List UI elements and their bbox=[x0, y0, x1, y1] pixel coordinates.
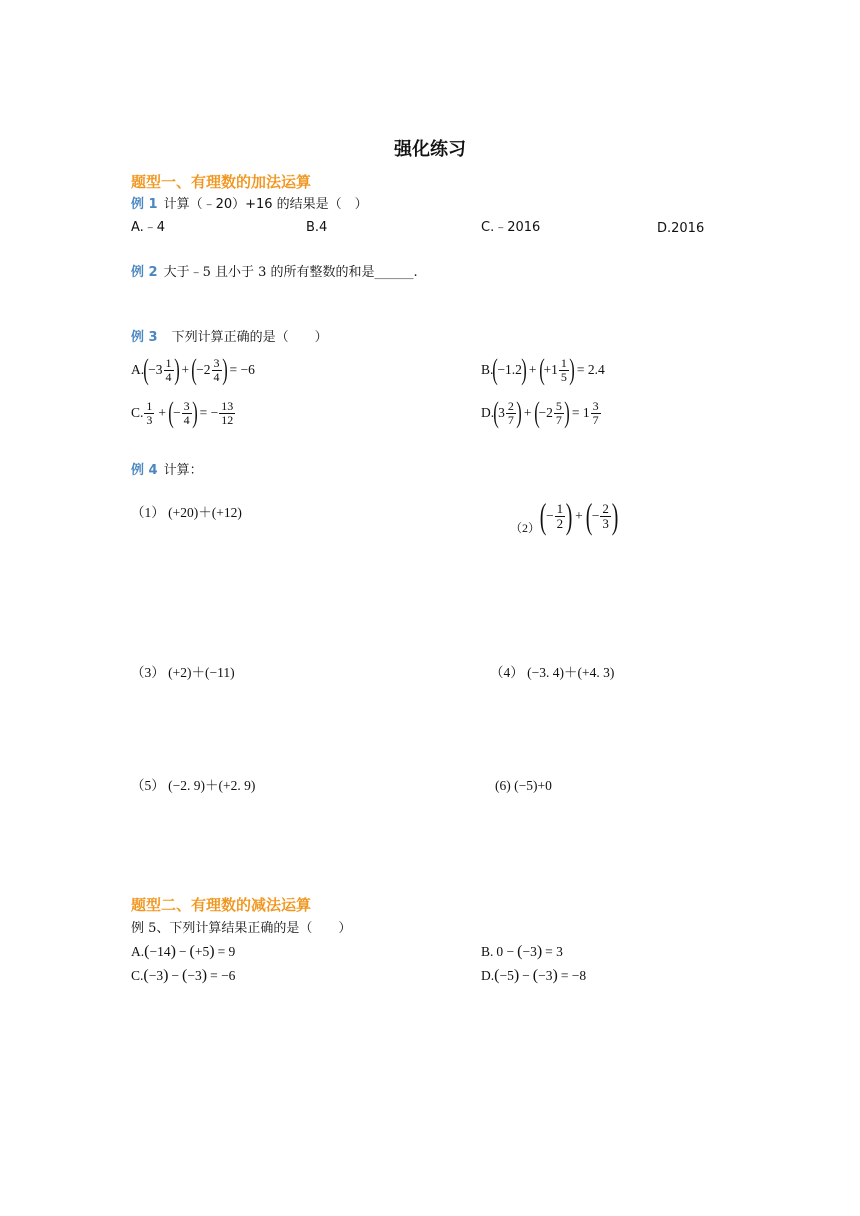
example-question: 大于﹣5 且小于 3 的所有整数的和是______. bbox=[163, 265, 418, 280]
example-5: 例 5、下列计算结果正确的是（ ） bbox=[131, 921, 352, 936]
ex4-part-5: （5） (−2. 9)＋(+2. 9) bbox=[131, 778, 256, 793]
ex5-option-c: C. ( −3 ) − ( −3 ) = −6 bbox=[131, 967, 236, 984]
ex3-option-c: C. $\frac{1}{3}$ + ( − $\frac{3}{4}$ ) = − $\frac{13}{12}$ bbox=[131, 396, 234, 429]
section-heading-subtraction: 题型二、有理数的减法运算 bbox=[131, 896, 312, 914]
example-question: 计算： bbox=[163, 463, 203, 478]
ex4-part-3: （3） (+2)＋(−11) bbox=[131, 665, 235, 680]
example-label: 例 4 bbox=[131, 463, 158, 478]
ex4-part-1: （1） (+20)＋(+12) bbox=[131, 505, 242, 520]
example-4 bbox=[131, 464, 203, 477]
example-question: 下列计算正确的是（ ） bbox=[171, 330, 328, 345]
option-b: B.4 bbox=[306, 220, 328, 235]
example-3 bbox=[131, 331, 328, 344]
example-label: 例 3 bbox=[131, 330, 158, 345]
example-2 bbox=[131, 266, 418, 279]
ex4-part-4: （4） (−3. 4)＋(+4. 3) bbox=[490, 665, 615, 680]
example-question: 计算（﹣20）+16 的结果是（ ） bbox=[163, 197, 368, 212]
ex4-part-6: (6) (−5)+0 bbox=[495, 778, 552, 793]
page-title: 强化练习 bbox=[394, 139, 466, 160]
section-heading-addition: 题型一、有理数的加法运算 bbox=[131, 173, 312, 191]
option-c: C.﹣2016 bbox=[481, 220, 541, 235]
ex4-part-2: （2） ( − $\frac{1}{2}$ ) + ( − $\frac{2}{3}$ ) bbox=[510, 496, 619, 536]
ex5-option-d: D. ( −5 ) − ( −3 ) = −8 bbox=[481, 967, 587, 984]
example-label: 例 1 bbox=[131, 197, 158, 212]
ex5-option-b: B. 0 − ( −3 ) = 3 bbox=[481, 943, 563, 960]
ex5-option-a: A. ( −14 ) − ( +5 ) = 9 bbox=[131, 943, 236, 960]
ex3-option-b: B. ( −1.2 ) + ( +1 $\frac{1}{5}$ ) = 2.4 bbox=[481, 353, 605, 386]
ex3-option-d: D. ( 3 $\frac{2}{7}$ ) + ( −2 $\frac{5}{7}$ ) = 1 $\frac{3}{7}$ bbox=[481, 396, 599, 429]
ex3-option-a: A. ( −3 $\frac{1}{4}$ ) + ( −2 $\frac{3}{4}$ ) = −6 bbox=[131, 353, 255, 386]
example-1 bbox=[131, 198, 368, 211]
example-label: 例 2 bbox=[131, 265, 158, 280]
option-d: D.2016 bbox=[657, 221, 705, 236]
option-a: A.﹣4 bbox=[131, 220, 166, 235]
